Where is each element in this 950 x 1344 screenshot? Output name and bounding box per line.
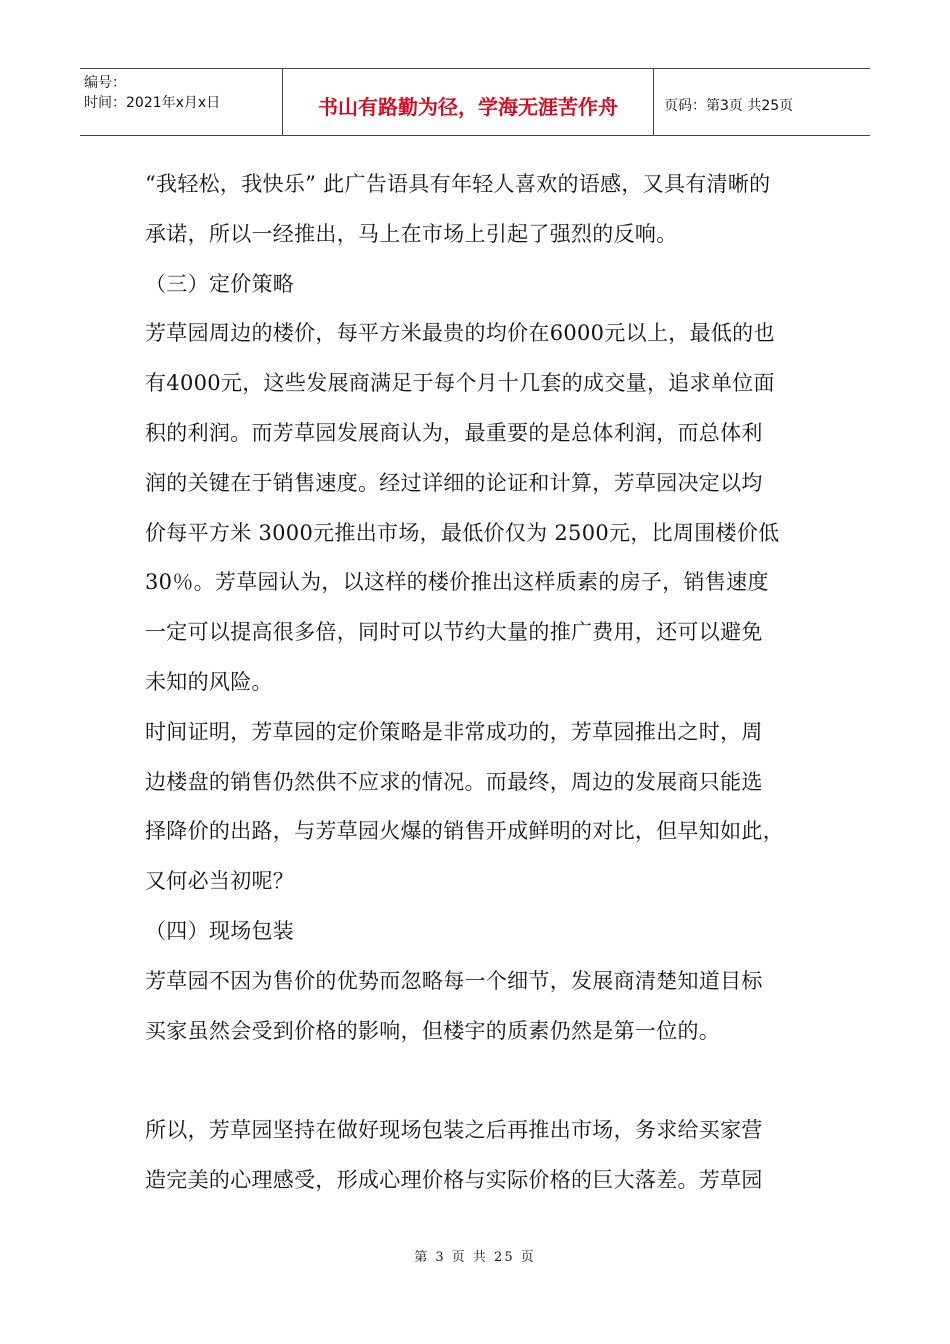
header-motto: 书山有路勤为径，学海无涯苦作舟 [282, 69, 654, 135]
body-line: 择降价的出路，与芳草园火爆的销售开成鲜明的对比，但早知如此， [145, 819, 784, 844]
body-line: 又何必当初呢？ [145, 869, 295, 894]
section-heading: （三）定价策略 [145, 271, 295, 296]
body-line: 一定可以提高很多倍，同时可以节约大量的推广费用，还可以避免 [145, 620, 763, 645]
body-line: “我轻松，我快乐” 此广告语具有年轻人喜欢的语感，又具有清晰的 [145, 172, 771, 196]
page-footer: 第 3 页 共 25 页 [414, 1250, 536, 1265]
header-number: 编号： [84, 75, 126, 91]
body-line: 买家虽然会受到价格的影响，但楼宇的质素仍然是第一位的。 [145, 1018, 721, 1043]
body-line: 边楼盘的销售仍然供不应求的情况。而最终，周边的发展商只能选 [145, 769, 763, 794]
body-line: 造完美的心理感受，形成心理价格与实际价格的巨大落差。芳草园 [145, 1167, 763, 1192]
body-line: 承诺，所以一经推出，马上在市场上引起了强烈的反响。 [145, 221, 678, 246]
header-time: 时间：2021年x月x日 [84, 95, 221, 111]
body-line: 芳草园不因为售价的优势而忽略每一个细节，发展商清楚知道目标 [145, 968, 763, 993]
document-body [145, 160, 825, 1206]
section-heading: （四）现场包装 [145, 918, 295, 943]
body-line: 30％。芳草园认为，以这样的楼价推出这样质素的房子，销售速度 [145, 570, 769, 595]
header-meta [80, 69, 282, 135]
blank-line [145, 1056, 825, 1106]
body-line: 积的利润。而芳草园发展商认为，最重要的是总体利润，而总体利 [145, 420, 763, 445]
body-line: 芳草园周边的楼价，每平方米最贵的均价在6000元以上，最低的也 [145, 321, 775, 346]
body-line: 有4000元，这些发展商满足于每个月十几套的成交量，追求单位面 [145, 371, 775, 396]
body-line: 价每平方米 3000元推出市场，最低价仅为 2500元，比周围楼价低 [145, 520, 780, 545]
document-header [80, 68, 870, 136]
body-line: 未知的风险。 [145, 669, 273, 694]
body-line: 所以，芳草园坚持在做好现场包装之后再推出市场，务求给买家营 [145, 1118, 763, 1143]
body-line: 润的关键在于销售速度。经过详细的论证和计算，芳草园决定以均 [145, 470, 763, 495]
header-page-number: 页码：第3页 共25页 [664, 98, 794, 114]
body-line: 时间证明，芳草园的定价策略是非常成功的，芳草园推出之时，周 [145, 719, 763, 744]
